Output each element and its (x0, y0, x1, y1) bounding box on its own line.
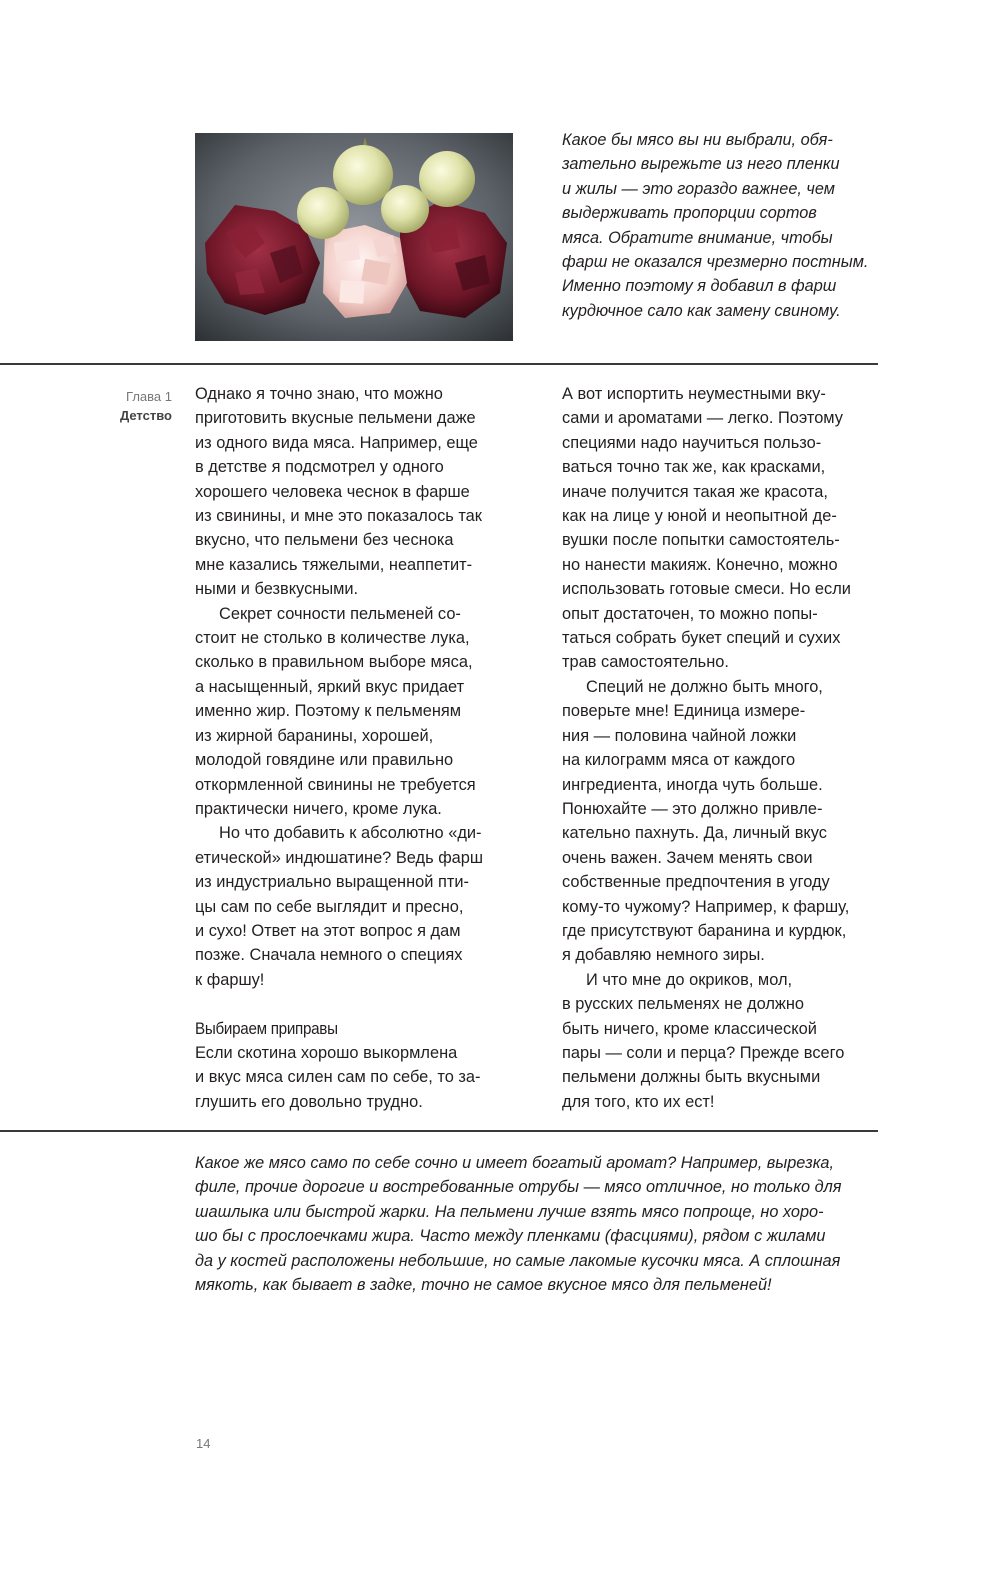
text-line: на килограмм мяса от каждого (562, 751, 796, 770)
text-line: мне казались тяжелыми, неаппетит- (195, 555, 473, 574)
text-line: практически ничего, кроме лука. (195, 799, 442, 818)
caption-line: выдерживать пропорции сортов (562, 204, 817, 223)
text-line: ингредиента, иногда чуть больше. (562, 775, 823, 794)
note-line: шо бы с прослоечками жира. Часто между пленками (фасциями), рядом с жилами (195, 1227, 826, 1246)
caption-line: Какое бы мясо вы ни выбрали, обя- (562, 131, 833, 149)
text-line: откормленной свинины не требуется (195, 775, 476, 794)
caption-line: и жилы — это гораздо важнее, чем (562, 179, 835, 198)
text-line: но нанести макияж. Конечно, можно (562, 555, 838, 574)
photo-meat-and-onions (195, 133, 513, 341)
text-line: именно жир. Поэтому к пельменям (195, 702, 462, 721)
text-line: в детстве я подсмотрел у одного (195, 458, 444, 477)
text-line: Секрет сочности пельменей со- (219, 604, 461, 623)
text-line: вкусно, что пельмени без чеснока (195, 531, 454, 550)
text-line: молодой говядине или правильно (195, 751, 454, 770)
chapter-title: Детство (119, 408, 172, 423)
text-line: быть ничего, кроме классической (562, 1019, 817, 1038)
caption-line: курдючное сало как замену свиному. (562, 301, 841, 320)
text-line: специями надо научиться пользо- (562, 433, 822, 452)
caption-line: Именно поэтому я добавил в фарш (562, 277, 837, 296)
text-line: хорошего человека чеснок в фарше (195, 482, 470, 501)
text-line: А вот испортить неуместными вку- (562, 385, 826, 403)
text-line: очень важен. Зачем менять свои (562, 848, 813, 867)
text-line: приготовить вкусные пельмени даже (195, 409, 476, 428)
text-line: Если скотина хорошо выкормлена (195, 1043, 458, 1062)
text-line: пары — соли и перца? Прежде всего (562, 1043, 845, 1062)
text-line: глушить его довольно трудно. (195, 1092, 423, 1111)
text-line: вушки после попытки самостоятель- (562, 531, 840, 550)
text-line: цы сам по себе выглядит и пресно, (195, 897, 464, 916)
text-line: Но что добавить к абсолютно «ди- (219, 824, 482, 843)
text-line: использовать готовые смеси. Но если (562, 580, 851, 599)
note-line: филе, прочие дорогие и востребованные отрубы — мясо отличное, но только для (195, 1178, 842, 1197)
text-line: в русских пельменях не должно (562, 995, 805, 1014)
text-line: позже. Сначала немного о специях (195, 946, 463, 965)
text-line: ния — половина чайной ложки (562, 726, 797, 745)
text-line: И что мне до окриков, мол, (586, 970, 793, 989)
text-line: для того, кто их ест! (562, 1092, 715, 1111)
text-line: пельмени должны быть вкусными (562, 1068, 821, 1087)
text-line: опыт достаточен, то можно попы- (562, 604, 818, 623)
photo-illustration (195, 133, 513, 341)
text-line: я добавляю немного зиры. (562, 946, 765, 965)
text-line: кому-то чужому? Например, к фаршу, (562, 897, 850, 916)
text-line: из свинины, и мне это показалось так (195, 507, 482, 526)
left-column (195, 382, 517, 1114)
chapter-marker (100, 387, 172, 425)
chapter-number: Глава 1 (126, 389, 172, 404)
note-line: мякоть, как бывает в задке, точно не самое вкусное мясо для пельменей! (195, 1276, 772, 1295)
text-line: где присутствуют баранина и курдюк, (562, 921, 847, 940)
text-line: иначе получится такая же красота, (562, 482, 828, 501)
text-line: из индустриально выращенной пти- (195, 873, 469, 892)
text-line: сами и ароматами — легко. Поэтому (562, 409, 843, 428)
divider-top (0, 363, 878, 365)
text-line: собственные предпочтения в угоду (562, 873, 830, 892)
text-line: как на лице у юной и неопытной де- (562, 507, 837, 526)
text-line: поверьте мне! Единица измере- (562, 702, 806, 721)
text-line: кательно пахнуть. Да, личный вкус (562, 824, 827, 843)
text-line: и сухо! Ответ на этот вопрос я дам (195, 921, 461, 940)
text-line: Однако я точно знаю, что можно (195, 385, 443, 403)
fat-cubes (323, 225, 407, 318)
note-line: Какое же мясо само по себе сочно и имеет богатый аромат? Например, вырезка, (195, 1154, 834, 1172)
text-line: Понюхайте — это должно привле- (562, 799, 823, 818)
caption-line: фарш не оказался чрезмерно постным. (562, 253, 869, 272)
text-line: етической» индюшатине? Ведь фарш (195, 848, 484, 867)
caption-line: мяса. Обратите внимание, чтобы (562, 228, 833, 247)
text-line: Специй не должно быть много, (586, 677, 823, 696)
text-line: стоит не столько в количестве лука, (195, 629, 470, 648)
photo-caption (562, 128, 882, 323)
note-line: да у костей расположены небольшие, но самые лакомые кусочки мяса. А сплошная (195, 1251, 841, 1270)
note-line: шашлыка или быстрой жарки. На пельмени лучше взять мясо попроще, но хоро- (195, 1202, 824, 1221)
text-line: а насыщенный, яркий вкус придает (195, 677, 465, 696)
section-subheading: Выбираем приправы (195, 1019, 338, 1038)
divider-bottom (0, 1130, 878, 1132)
text-line: из одного вида мяса. Например, еще (195, 433, 478, 452)
caption-line: зательно вырежьте из него пленки (562, 155, 840, 174)
text-line: из жирной баранины, хорошей, (195, 726, 434, 745)
page-number: 14 (196, 1436, 211, 1451)
text-line: к фаршу! (195, 970, 265, 989)
text-line: ными и безвкусными. (195, 580, 359, 599)
text-line: таться собрать букет специй и сухих (562, 629, 841, 648)
bottom-note (195, 1151, 875, 1297)
right-column (562, 382, 882, 1114)
text-line: трав самостоятельно. (562, 653, 729, 672)
text-line: сколько в правильном выборе мяса, (195, 653, 473, 672)
text-line: и вкус мяса силен сам по себе, то за- (195, 1068, 481, 1087)
text-line: ваться точно так же, как красками, (562, 458, 826, 477)
